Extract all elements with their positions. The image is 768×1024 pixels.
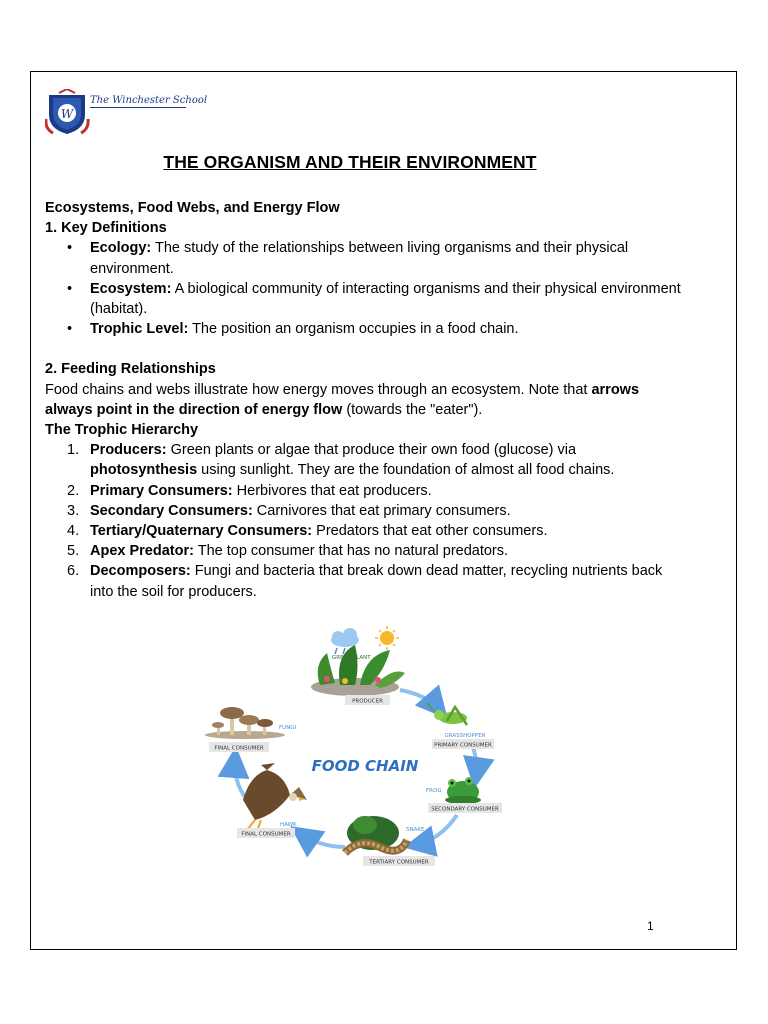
trophic-text: Predators that eat other consumers. (312, 523, 548, 540)
label-primary-consumer: PRIMARY CONSUMER (434, 742, 492, 749)
label-final-consumer-fungi: FINAL CONSUMER (214, 745, 264, 752)
label-frog: FROG (426, 788, 442, 794)
trophic-list (45, 440, 685, 602)
trophic-item (45, 440, 685, 480)
label-secondary-consumer: SECONDARY CONSUMER (431, 806, 499, 813)
trophic-text: Carnivores that eat primary consumers. (252, 502, 511, 519)
trophic-term: Primary Consumers: (90, 482, 233, 499)
label-hawk: HAWK (280, 822, 297, 828)
frog-icon (445, 777, 481, 804)
intro-text: Food chains and webs illustrate how energy moves through an ecosystem. Note that (45, 381, 592, 398)
arrow-producer-to-grasshopper (400, 690, 440, 710)
trophic-bold2: photosynthesis (90, 462, 198, 479)
grasshopper-icon (427, 703, 467, 725)
definition-text: A biological community of interacting organisms and their physical environment (habitat). (90, 280, 681, 318)
green-plant-icon (311, 645, 405, 696)
label-green-plant: GREEN PLANT (332, 655, 371, 661)
arrow-grasshopper-to-frog (473, 747, 477, 777)
trophic-item (45, 481, 685, 501)
hierarchy-heading: The Trophic Hierarchy (45, 422, 199, 439)
trophic-term: Tertiary/Quaternary Consumers: (90, 523, 313, 540)
trophic-text: Herbivores that eat producers. (232, 482, 432, 499)
definition-item (45, 279, 685, 319)
label-producer: PRODUCER (352, 698, 383, 705)
food-chain-diagram (195, 625, 515, 875)
trophic-item (45, 501, 685, 521)
trophic-term: Apex Predator: (90, 543, 194, 560)
trophic-term: Decomposers: (90, 563, 191, 580)
feeding-intro (45, 380, 685, 420)
section-heading: Ecosystems, Food Webs, and Energy Flow (45, 200, 340, 216)
label-snake: SNAKE (406, 827, 425, 833)
hawk-icon (243, 763, 307, 831)
item-number: 2. (67, 482, 80, 499)
document-body (45, 198, 685, 602)
definition-term: Ecology: (90, 240, 152, 257)
food-chain-title: FOOD CHAIN (311, 757, 419, 775)
intro-end: (towards the "eater"). (342, 401, 483, 418)
trophic-text: Green plants or algae that produce their own food (glucose) via (166, 442, 577, 459)
label-grasshopper: GRASSHOPPER (444, 733, 486, 739)
label-tertiary-consumer: TERTIARY CONSUMER (369, 859, 429, 866)
page-number: 1 (647, 919, 654, 933)
logo-letter: W (60, 107, 74, 121)
trophic-item (45, 521, 685, 541)
definition-term: Ecosystem: (90, 280, 172, 297)
label-fungi: FUNGI (279, 725, 297, 731)
feeding-relationships-heading: 2. Feeding Relationships (45, 361, 216, 378)
item-number: 6. (67, 563, 80, 580)
sun-icon (375, 626, 399, 650)
key-definitions-heading: 1. Key Definitions (45, 220, 167, 237)
intro-bold: arrows always point in the direction of energy flow (45, 381, 640, 418)
item-number: 3. (67, 502, 80, 519)
snake-icon (345, 816, 407, 853)
definition-text: The position an organism occupies in a food chain. (188, 321, 519, 338)
trophic-item (45, 541, 685, 561)
page-title: THE ORGANISM AND THEIR ENVIRONMENT (163, 152, 537, 172)
fungi-icon (205, 707, 285, 739)
trophic-text: The top consumer that has no natural predators. (193, 543, 509, 560)
definition-item (45, 238, 685, 278)
school-name: The Winchester School (90, 95, 208, 106)
item-number: 1. (67, 442, 80, 459)
trophic-item (45, 561, 685, 601)
item-number: 5. (67, 543, 80, 560)
trophic-term: Secondary Consumers: (90, 502, 253, 519)
label-final-consumer-hawk: FINAL CONSUMER (241, 831, 291, 838)
definition-term: Trophic Level: (90, 321, 189, 338)
trophic-term: Producers: (90, 442, 167, 459)
definitions-list (45, 238, 685, 339)
trophic-text2: using sunlight. They are the foundation of almost all food chains. (197, 462, 615, 479)
item-number: 4. (67, 523, 80, 540)
trophic-text: Fungi and bacteria that break down dead matter, recycling nutrients back into the soil for producers. (90, 563, 663, 600)
school-name-underline (90, 107, 186, 108)
arrow-snake-to-hawk (300, 833, 345, 847)
definition-text: The study of the relationships between living organisms and their physical environment. (90, 240, 629, 277)
definition-item (45, 319, 685, 339)
